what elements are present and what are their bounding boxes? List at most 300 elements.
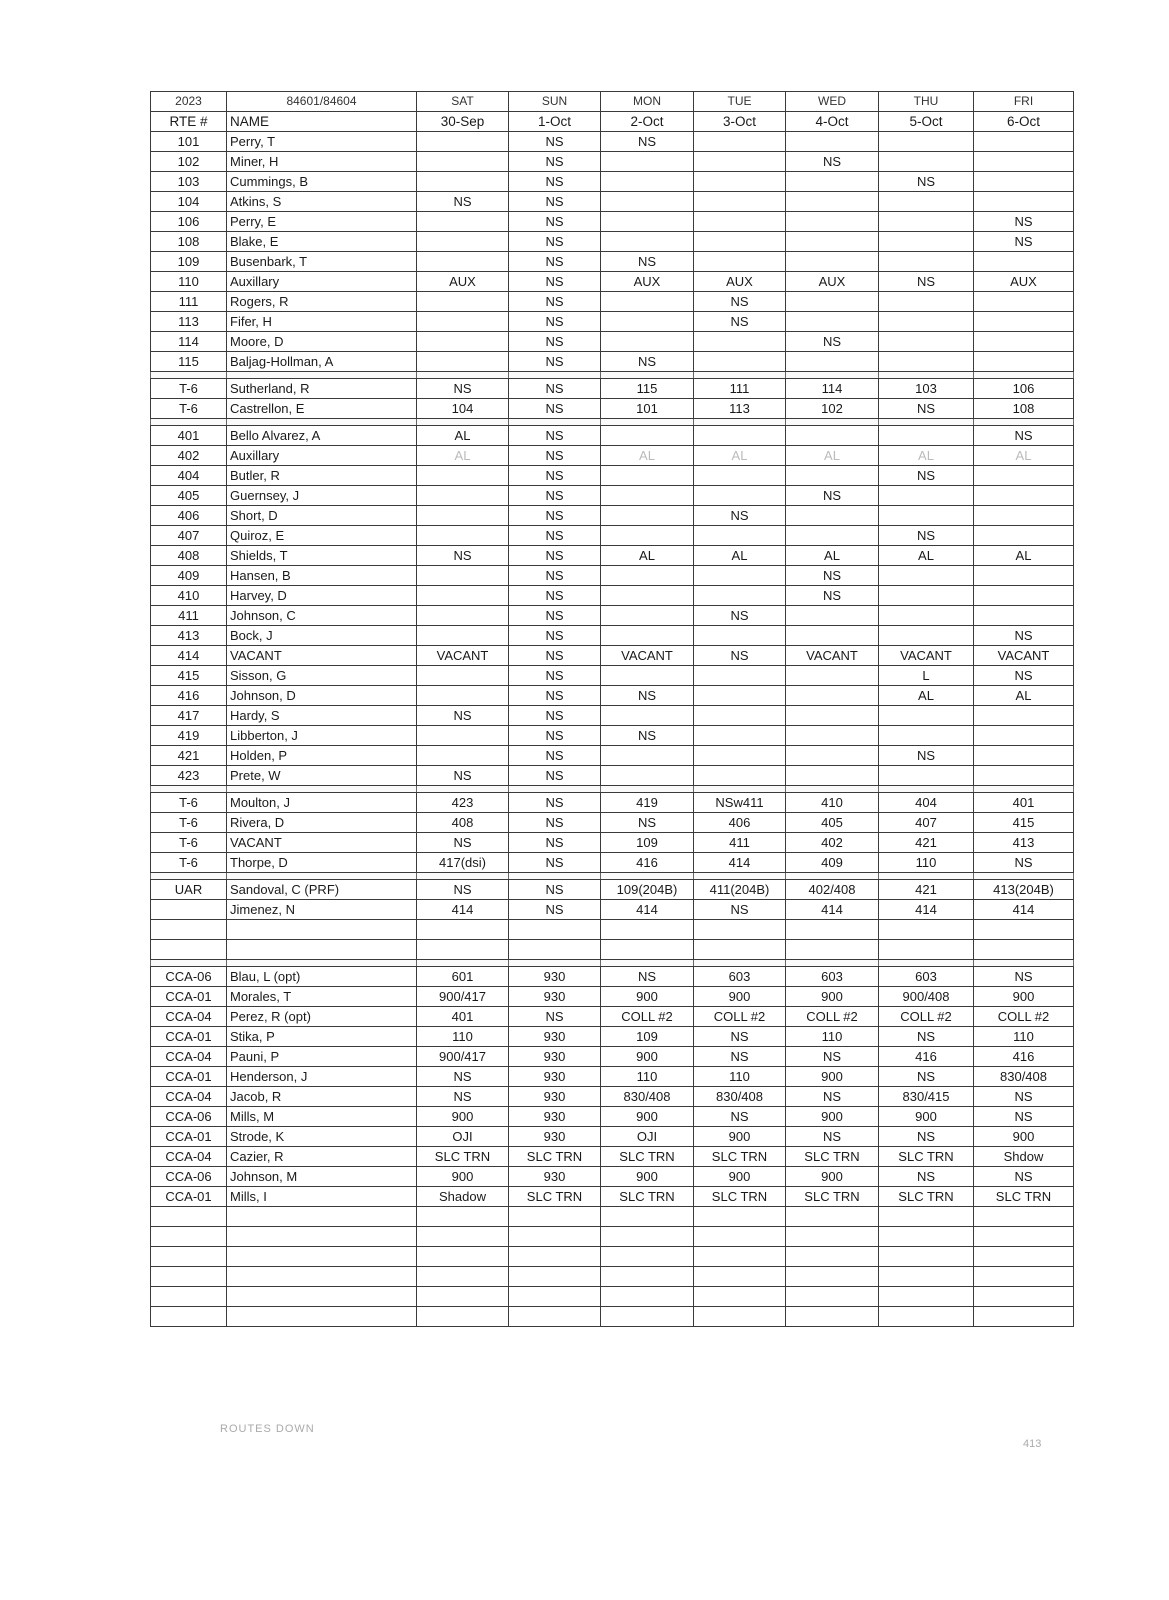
day-assignment-cell: 110 xyxy=(601,1067,694,1087)
day-assignment-cell: 601 xyxy=(417,967,509,987)
day-assignment-cell: SLC TRN xyxy=(509,1147,601,1167)
route-cell: T-6 xyxy=(151,379,227,399)
day-assignment-cell: 830/408 xyxy=(974,1067,1074,1087)
day-assignment-cell: 414 xyxy=(786,900,879,920)
day-assignment-cell: COLL #2 xyxy=(601,1007,694,1027)
day-assignment-cell: 111 xyxy=(694,379,786,399)
day-assignment-cell: 416 xyxy=(601,853,694,873)
day-assignment-cell xyxy=(694,666,786,686)
day-assignment-cell: NS xyxy=(417,379,509,399)
route-cell: T-6 xyxy=(151,853,227,873)
day-assignment-cell: NS xyxy=(974,1107,1074,1127)
route-cell: T-6 xyxy=(151,813,227,833)
schedule-row xyxy=(151,766,1074,786)
day-assignment-cell xyxy=(601,172,694,192)
day-assignment-cell: NS xyxy=(509,746,601,766)
day-assignment-cell xyxy=(786,686,879,706)
day-assignment-cell: 410 xyxy=(786,793,879,813)
day-assignment-cell xyxy=(879,706,974,726)
day-assignment-cell: SLC TRN xyxy=(786,1187,879,1207)
day-assignment-cell xyxy=(694,212,786,232)
empty-cell xyxy=(151,1227,227,1247)
schedule-row xyxy=(151,793,1074,813)
empty-cell xyxy=(601,940,694,960)
day-assignment-cell xyxy=(417,526,509,546)
day-assignment-cell: NS xyxy=(509,446,601,466)
day-assignment-cell: NS xyxy=(601,813,694,833)
schedule-row xyxy=(151,1067,1074,1087)
day-assignment-cell xyxy=(974,292,1074,312)
day-assignment-cell: NSw411 xyxy=(694,793,786,813)
route-cell: CCA-06 xyxy=(151,1107,227,1127)
empty-cell xyxy=(227,1307,417,1327)
day-assignment-cell: NS xyxy=(509,352,601,372)
schedule-row xyxy=(151,546,1074,566)
empty-cell xyxy=(974,920,1074,940)
empty-cell xyxy=(879,1227,974,1247)
empty-cell xyxy=(227,1207,417,1227)
separator-cell xyxy=(974,873,1074,880)
empty-cell xyxy=(509,1227,601,1247)
day-assignment-cell: NS xyxy=(974,853,1074,873)
day-assignment-cell xyxy=(694,426,786,446)
carrier-name-cell: Guernsey, J xyxy=(227,486,417,506)
schedule-row xyxy=(151,626,1074,646)
day-assignment-cell xyxy=(879,352,974,372)
empty-cell xyxy=(879,1287,974,1307)
day-assignment-cell xyxy=(786,232,879,252)
day-assignment-cell: NS xyxy=(509,426,601,446)
carrier-name-cell: Henderson, J xyxy=(227,1067,417,1087)
route-cell: 106 xyxy=(151,212,227,232)
day-assignment-cell xyxy=(786,766,879,786)
schedule-row xyxy=(151,446,1074,466)
carrier-name-cell: Sutherland, R xyxy=(227,379,417,399)
separator-cell xyxy=(601,419,694,426)
day-assignment-cell: NS xyxy=(509,546,601,566)
day-assignment-cell: NS xyxy=(786,1127,879,1147)
empty-cell xyxy=(227,1247,417,1267)
route-cell: 113 xyxy=(151,312,227,332)
section-separator xyxy=(151,372,1074,379)
day-assignment-cell xyxy=(601,312,694,332)
day-assignment-cell xyxy=(417,252,509,272)
separator-cell xyxy=(227,372,417,379)
day-assignment-cell: 900/417 xyxy=(417,987,509,1007)
day-assignment-cell xyxy=(879,606,974,626)
separator-cell xyxy=(151,873,227,880)
day-assignment-cell xyxy=(694,626,786,646)
separator-cell xyxy=(151,419,227,426)
empty-cell xyxy=(417,1207,509,1227)
route-cell: 407 xyxy=(151,526,227,546)
day-assignment-cell xyxy=(694,486,786,506)
day-assignment-cell: 930 xyxy=(509,1167,601,1187)
day-assignment-cell: 102 xyxy=(786,399,879,419)
route-cell: 405 xyxy=(151,486,227,506)
day-assignment-cell xyxy=(786,192,879,212)
schedule-row xyxy=(151,746,1074,766)
carrier-name-cell: VACANT xyxy=(227,833,417,853)
route-cell: 109 xyxy=(151,252,227,272)
date-tue: 3-Oct xyxy=(694,112,786,132)
day-assignment-cell: NS xyxy=(879,1027,974,1047)
carrier-name-cell: Baljag-Hollman, A xyxy=(227,352,417,372)
day-assignment-cell: NS xyxy=(509,152,601,172)
route-cell: 413 xyxy=(151,626,227,646)
day-assignment-cell: NS xyxy=(509,646,601,666)
day-assignment-cell xyxy=(694,152,786,172)
schedule-row xyxy=(151,686,1074,706)
empty-cell xyxy=(227,920,417,940)
day-assignment-cell: 109(204B) xyxy=(601,880,694,900)
schedule-row xyxy=(151,1127,1074,1147)
empty-cell xyxy=(509,1247,601,1267)
day-assignment-cell xyxy=(974,606,1074,626)
day-assignment-cell xyxy=(974,566,1074,586)
empty-row xyxy=(151,1207,1074,1227)
day-assignment-cell: 406 xyxy=(694,813,786,833)
route-cell: 114 xyxy=(151,332,227,352)
empty-cell xyxy=(227,1227,417,1247)
schedule-row xyxy=(151,833,1074,853)
day-sat: SAT xyxy=(417,92,509,112)
day-assignment-cell: 900 xyxy=(601,1107,694,1127)
empty-cell xyxy=(417,920,509,940)
separator-cell xyxy=(151,786,227,793)
route-cell: 102 xyxy=(151,152,227,172)
date-sat: 30-Sep xyxy=(417,112,509,132)
empty-cell xyxy=(786,1247,879,1267)
schedule-row xyxy=(151,399,1074,419)
schedule-row xyxy=(151,813,1074,833)
day-assignment-cell: 830/415 xyxy=(879,1087,974,1107)
empty-cell xyxy=(417,1287,509,1307)
day-assignment-cell xyxy=(786,726,879,746)
separator-cell xyxy=(601,873,694,880)
day-assignment-cell: 603 xyxy=(786,967,879,987)
schedule-row xyxy=(151,526,1074,546)
schedule-row xyxy=(151,880,1074,900)
day-assignment-cell: NS xyxy=(509,686,601,706)
day-assignment-cell: 900 xyxy=(786,1107,879,1127)
route-cell: 408 xyxy=(151,546,227,566)
empty-cell xyxy=(509,1287,601,1307)
schedule-row xyxy=(151,1027,1074,1047)
separator-cell xyxy=(786,873,879,880)
carrier-name-cell: Moulton, J xyxy=(227,793,417,813)
day-assignment-cell: NS xyxy=(509,212,601,232)
day-assignment-cell: 900 xyxy=(786,1067,879,1087)
carrier-name-cell: Holden, P xyxy=(227,746,417,766)
day-assignment-cell xyxy=(601,506,694,526)
route-cell: CCA-04 xyxy=(151,1087,227,1107)
day-assignment-cell xyxy=(601,426,694,446)
schedule-row xyxy=(151,466,1074,486)
day-assignment-cell: NS xyxy=(974,1167,1074,1187)
date-sun: 1-Oct xyxy=(509,112,601,132)
day-assignment-cell: Shadow xyxy=(417,1187,509,1207)
day-assignment-cell: 411(204B) xyxy=(694,880,786,900)
separator-cell xyxy=(879,786,974,793)
day-tue: TUE xyxy=(694,92,786,112)
route-cell: CCA-04 xyxy=(151,1147,227,1167)
schedule-row xyxy=(151,252,1074,272)
day-assignment-cell xyxy=(694,252,786,272)
route-cell: 417 xyxy=(151,706,227,726)
route-cell: 108 xyxy=(151,232,227,252)
day-assignment-cell: NS xyxy=(509,486,601,506)
schedule-row xyxy=(151,292,1074,312)
day-assignment-cell xyxy=(694,352,786,372)
day-assignment-cell xyxy=(974,466,1074,486)
empty-cell xyxy=(974,1307,1074,1327)
day-assignment-cell xyxy=(417,746,509,766)
day-assignment-cell xyxy=(974,152,1074,172)
section-separator xyxy=(151,419,1074,426)
day-assignment-cell xyxy=(974,766,1074,786)
day-assignment-cell xyxy=(417,352,509,372)
day-assignment-cell: 402/408 xyxy=(786,880,879,900)
carrier-name-cell: Blau, L (opt) xyxy=(227,967,417,987)
separator-cell xyxy=(974,419,1074,426)
day-assignment-cell: NS xyxy=(509,232,601,252)
day-assignment-cell: AUX xyxy=(694,272,786,292)
day-assignment-cell: 900 xyxy=(694,1167,786,1187)
day-mon: MON xyxy=(601,92,694,112)
separator-cell xyxy=(694,372,786,379)
day-assignment-cell xyxy=(694,566,786,586)
day-assignment-cell: 110 xyxy=(694,1067,786,1087)
carrier-name-cell: Morales, T xyxy=(227,987,417,1007)
day-assignment-cell xyxy=(601,706,694,726)
schedule-row xyxy=(151,232,1074,252)
day-assignment-cell: NS xyxy=(509,726,601,746)
day-assignment-cell: 401 xyxy=(974,793,1074,813)
route-cell: 110 xyxy=(151,272,227,292)
day-assignment-cell xyxy=(879,426,974,446)
schedule-row xyxy=(151,1107,1074,1127)
schedule-row xyxy=(151,666,1074,686)
day-assignment-cell: NS xyxy=(601,726,694,746)
day-assignment-cell: NS xyxy=(509,853,601,873)
date-fri: 6-Oct xyxy=(974,112,1074,132)
day-assignment-cell xyxy=(786,212,879,232)
route-cell: 411 xyxy=(151,606,227,626)
day-assignment-cell: 900 xyxy=(786,987,879,1007)
day-assignment-cell xyxy=(601,332,694,352)
day-assignment-cell: AL xyxy=(694,546,786,566)
empty-cell xyxy=(601,1267,694,1287)
footer-note: ROUTES DOWN xyxy=(220,1423,315,1435)
carrier-name-cell: Hardy, S xyxy=(227,706,417,726)
schedule-row xyxy=(151,332,1074,352)
separator-cell xyxy=(417,372,509,379)
day-assignment-cell: 900 xyxy=(417,1107,509,1127)
day-assignment-cell: SLC TRN xyxy=(417,1147,509,1167)
separator-cell xyxy=(601,372,694,379)
day-assignment-cell: 413(204B) xyxy=(974,880,1074,900)
section-separator xyxy=(151,873,1074,880)
day-assignment-cell: NS xyxy=(879,272,974,292)
carrier-name-cell: Quiroz, E xyxy=(227,526,417,546)
day-assignment-cell: NS xyxy=(509,332,601,352)
empty-cell xyxy=(509,1307,601,1327)
schedule-row xyxy=(151,379,1074,399)
day-assignment-cell: 419 xyxy=(601,793,694,813)
route-cell: 415 xyxy=(151,666,227,686)
day-assignment-cell xyxy=(694,766,786,786)
day-assignment-cell: NS xyxy=(786,152,879,172)
day-assignment-cell: VACANT xyxy=(786,646,879,666)
empty-cell xyxy=(786,1227,879,1247)
day-assignment-cell: VACANT xyxy=(974,646,1074,666)
day-assignment-cell: NS xyxy=(417,1087,509,1107)
day-assignment-cell xyxy=(417,666,509,686)
day-assignment-cell: NS xyxy=(601,132,694,152)
empty-cell xyxy=(509,920,601,940)
day-assignment-cell xyxy=(694,192,786,212)
empty-cell xyxy=(601,1207,694,1227)
schedule-row xyxy=(151,987,1074,1007)
day-assignment-cell: NS xyxy=(509,793,601,813)
day-assignment-cell: NS xyxy=(694,1107,786,1127)
day-assignment-cell: AUX xyxy=(417,272,509,292)
day-assignment-cell xyxy=(417,466,509,486)
day-assignment-cell: 930 xyxy=(509,1107,601,1127)
day-assignment-cell: NS xyxy=(509,813,601,833)
day-assignment-cell: 603 xyxy=(694,967,786,987)
day-assignment-cell: SLC TRN xyxy=(974,1187,1074,1207)
day-assignment-cell: 414 xyxy=(879,900,974,920)
day-assignment-cell: 113 xyxy=(694,399,786,419)
carrier-name-cell: Auxillary xyxy=(227,446,417,466)
separator-cell xyxy=(974,786,1074,793)
day-assignment-cell: 830/408 xyxy=(694,1087,786,1107)
day-assignment-cell: L xyxy=(879,666,974,686)
day-assignment-cell xyxy=(417,726,509,746)
route-cell: CCA-06 xyxy=(151,967,227,987)
day-assignment-cell: NS xyxy=(974,232,1074,252)
day-assignment-cell: NS xyxy=(509,1007,601,1027)
route-cell: 406 xyxy=(151,506,227,526)
day-assignment-cell xyxy=(879,332,974,352)
day-assignment-cell: NS xyxy=(509,833,601,853)
day-assignment-cell: 930 xyxy=(509,1047,601,1067)
day-assignment-cell xyxy=(417,566,509,586)
day-assignment-cell: NS xyxy=(509,626,601,646)
day-assignment-cell xyxy=(879,132,974,152)
schedule-body xyxy=(151,92,1074,1327)
empty-cell xyxy=(417,940,509,960)
separator-cell xyxy=(227,960,417,967)
day-assignment-cell xyxy=(694,132,786,152)
day-assignment-cell: NS xyxy=(786,1087,879,1107)
day-assignment-cell xyxy=(694,172,786,192)
day-assignment-cell: 414 xyxy=(417,900,509,920)
day-assignment-cell xyxy=(417,626,509,646)
schedule-row xyxy=(151,172,1074,192)
carrier-name-cell: Short, D xyxy=(227,506,417,526)
day-assignment-cell: 930 xyxy=(509,967,601,987)
day-assignment-cell: 109 xyxy=(601,833,694,853)
route-cell: 423 xyxy=(151,766,227,786)
day-assignment-cell: NS xyxy=(417,706,509,726)
day-assignment-cell xyxy=(417,506,509,526)
empty-cell xyxy=(227,1267,417,1287)
day-assignment-cell xyxy=(417,686,509,706)
day-assignment-cell xyxy=(417,332,509,352)
day-assignment-cell: NS xyxy=(974,666,1074,686)
day-assignment-cell: VACANT xyxy=(417,646,509,666)
day-assignment-cell: 110 xyxy=(974,1027,1074,1047)
separator-cell xyxy=(417,960,509,967)
day-assignment-cell: OJI xyxy=(601,1127,694,1147)
day-assignment-cell: SLC TRN xyxy=(601,1187,694,1207)
day-assignment-cell xyxy=(601,746,694,766)
day-assignment-cell: NS xyxy=(974,626,1074,646)
empty-cell xyxy=(417,1267,509,1287)
schedule-row xyxy=(151,486,1074,506)
day-assignment-cell: AL xyxy=(601,546,694,566)
empty-cell xyxy=(786,1287,879,1307)
date-thu: 5-Oct xyxy=(879,112,974,132)
route-cell: CCA-01 xyxy=(151,987,227,1007)
day-assignment-cell: NS xyxy=(601,967,694,987)
separator-cell xyxy=(601,960,694,967)
route-cell: CCA-01 xyxy=(151,1187,227,1207)
separator-cell xyxy=(786,419,879,426)
schedule-row xyxy=(151,272,1074,292)
carrier-name-cell: Rivera, D xyxy=(227,813,417,833)
separator-cell xyxy=(227,786,417,793)
day-assignment-cell: NS xyxy=(786,486,879,506)
day-assignment-cell: 114 xyxy=(786,379,879,399)
day-assignment-cell: NS xyxy=(509,606,601,626)
day-assignment-cell: NS xyxy=(509,466,601,486)
empty-cell xyxy=(601,1227,694,1247)
schedule-row xyxy=(151,1047,1074,1067)
day-assignment-cell xyxy=(974,746,1074,766)
route-cell: 401 xyxy=(151,426,227,446)
day-assignment-cell xyxy=(786,252,879,272)
day-assignment-cell: VACANT xyxy=(601,646,694,666)
day-assignment-cell xyxy=(601,606,694,626)
carrier-name-cell: Perez, R (opt) xyxy=(227,1007,417,1027)
day-assignment-cell xyxy=(694,526,786,546)
day-assignment-cell xyxy=(879,152,974,172)
day-assignment-cell: SLC TRN xyxy=(509,1187,601,1207)
day-assignment-cell: 110 xyxy=(786,1027,879,1047)
day-assignment-cell xyxy=(694,726,786,746)
separator-cell xyxy=(879,873,974,880)
schedule-row xyxy=(151,853,1074,873)
carrier-name-cell: VACANT xyxy=(227,646,417,666)
schedule-row xyxy=(151,352,1074,372)
day-assignment-cell: 900 xyxy=(601,1167,694,1187)
day-assignment-cell: NS xyxy=(694,646,786,666)
day-assignment-cell xyxy=(417,232,509,252)
day-assignment-cell xyxy=(601,292,694,312)
carrier-name-cell: Prete, W xyxy=(227,766,417,786)
day-assignment-cell: 415 xyxy=(974,813,1074,833)
day-assignment-cell: NS xyxy=(879,746,974,766)
route-cell: CCA-06 xyxy=(151,1167,227,1187)
day-assignment-cell: SLC TRN xyxy=(694,1187,786,1207)
day-assignment-cell xyxy=(974,192,1074,212)
day-assignment-cell: 108 xyxy=(974,399,1074,419)
empty-cell xyxy=(694,940,786,960)
